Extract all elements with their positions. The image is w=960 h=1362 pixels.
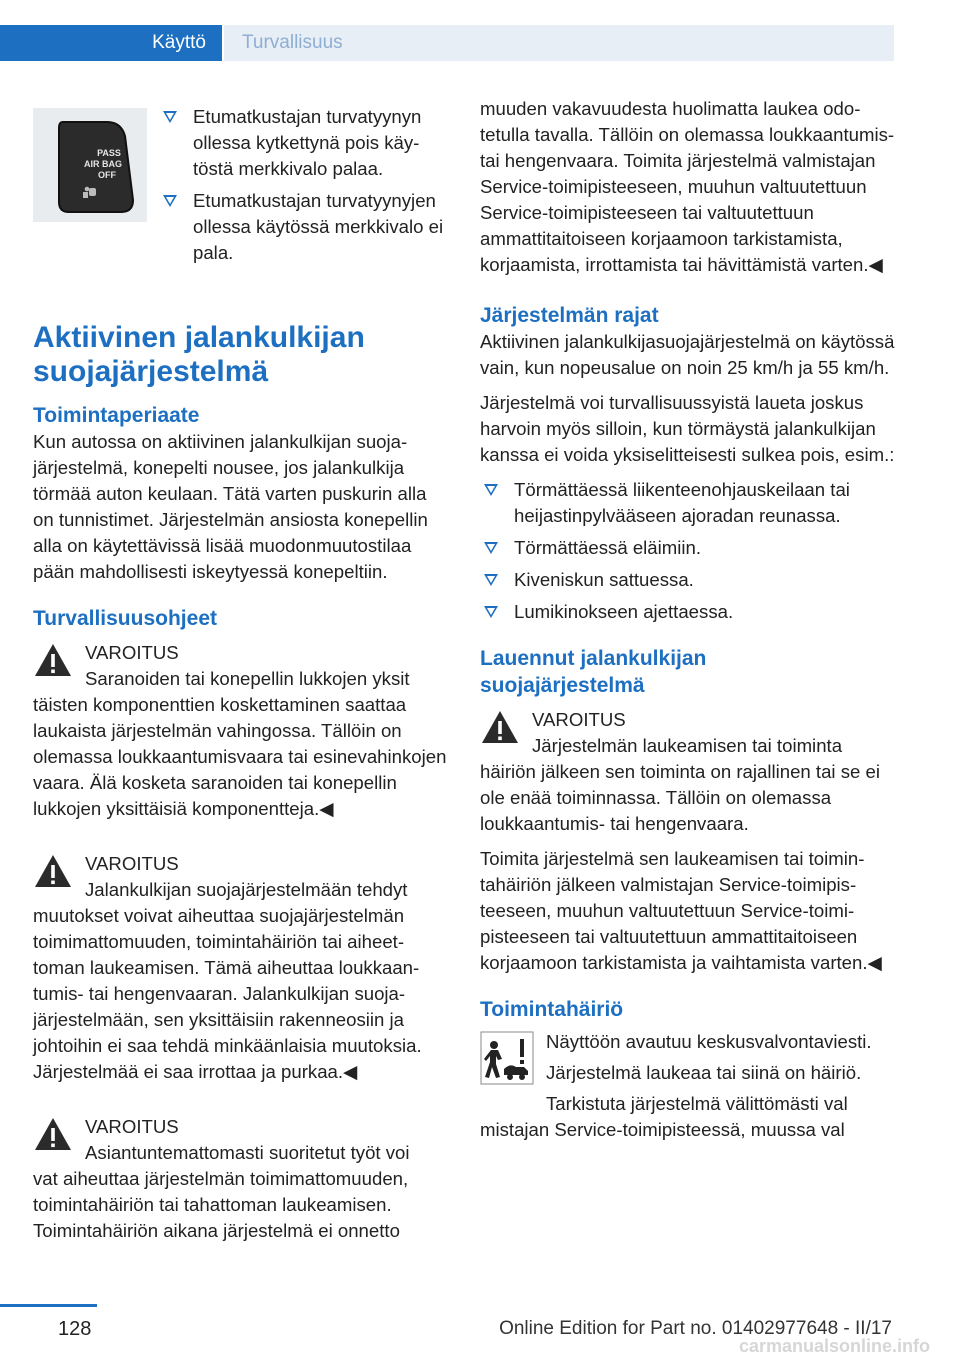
svg-text:PASS: PASS xyxy=(97,148,121,158)
warning-triangle-icon xyxy=(33,1116,73,1152)
warning-block-4 xyxy=(480,707,895,837)
svg-text:AIR BAG: AIR BAG xyxy=(84,159,122,169)
warning-block-2 xyxy=(33,851,448,1085)
warning-triangle-icon xyxy=(33,853,73,889)
principle-heading: Toimintaperiaate xyxy=(33,404,200,427)
airbag-indicator-section xyxy=(33,96,448,281)
tab-kaytto[interactable] xyxy=(0,25,222,61)
list-item: Etumatkustajan turvatyynyjen ollessa käytössä merkkivalo ei pala. xyxy=(159,188,449,266)
watermark: carmanualsonline.info xyxy=(738,1336,930,1356)
right-column xyxy=(480,96,895,1143)
bullet-triangle-icon xyxy=(484,606,498,618)
warning-triangle-icon xyxy=(480,709,520,745)
edition-note: Online Edition for Part no. 01402977648 - II/17 xyxy=(499,1318,892,1339)
list-item: Kiveniskun sattuessa. xyxy=(480,567,895,593)
triggered-heading: Lauennut jalankulkijan suojajärjestelmä xyxy=(480,647,707,697)
warning-text: Asiantuntemattomasti suoritetut työt voi xyxy=(85,1142,410,1163)
tab-turvallisuus-label: Turvallisuus xyxy=(242,32,343,53)
list-item: Törmättäessä eläimiin. xyxy=(480,535,895,561)
warning-block-1 xyxy=(33,640,448,822)
header-bar xyxy=(0,0,894,64)
svg-text:OFF: OFF xyxy=(98,170,116,180)
continuation-text: muuden vakavuudesta huolimatta laukea odotetulla tavalla. Tällöin on olemassa loukkaantumis- tai hengenvaara. Toimita järjestelmä valmistajan Service-toimipisteeseen, muuhun valtuutettuun Service-toimipisteeseen tai valtuutettuun ammattitaitoiseen korjaamoon tarkistamista, korjaamista, irrottamista tai hävittämistä varten.◀ xyxy=(480,98,895,275)
triggered-paragraph: Toimita järjestelmä sen laukeamisen tai toimintahäiriön jälkeen valmistajan Service-toimipisteeseen, muuhun valtuutettuun Service-toimipisteeseen tai valtuutettuun ammattitaitoiseen korjaamoon tarkistamista ja vaihtamista varten.◀ xyxy=(480,848,882,973)
list-item: Etumatkustajan turvatyynyn ollessa kytkettynä pois käytöstä merkkivalo palaa. xyxy=(159,104,449,182)
warning-block-3 xyxy=(33,1114,448,1244)
fault-text: Järjestelmä laukeaa tai siinä on häiriö. xyxy=(546,1062,862,1083)
warning-label: VAROITUS xyxy=(532,709,626,730)
list-item: Lumikinokseen ajettaessa. xyxy=(480,599,895,625)
safety-heading: Turvallisuusohjeet xyxy=(33,607,217,630)
bullet-triangle-icon xyxy=(484,574,498,586)
fault-text: Tarkistuta järjestelmä välittömästi val xyxy=(546,1093,848,1114)
warning-text-cont: häiriön jälkeen sen toiminta on rajallinen tai se ei ole enää toiminnassa. Tällöin on olemassa loukkaantumis- tai hengenvaara. xyxy=(480,761,881,834)
page-number: 128 xyxy=(58,1318,92,1340)
fault-block xyxy=(480,1029,895,1143)
bullet-triangle-icon xyxy=(484,542,498,554)
fault-heading: Toimintahäiriö xyxy=(480,998,624,1021)
list-item: Törmättäessä liikenteenohjauskeilaan tai heijastinpylvääseen ajoradan reunassa. xyxy=(480,477,895,529)
warning-text-cont: vat aiheuttaa järjestelmän toimimattomuuden, toimintahäiriön tai tahattoman laukeamisen. Toimintahäiriön aikana järjestelmä ei onnetto xyxy=(33,1168,409,1241)
bullet-triangle-icon xyxy=(163,195,177,207)
warning-triangle-icon xyxy=(33,642,73,678)
tab-turvallisuus[interactable] xyxy=(224,25,894,61)
warning-label: VAROITUS xyxy=(85,853,179,874)
warning-label: VAROITUS xyxy=(85,642,179,663)
limits-paragraph: Aktiivinen jalankulkijasuojajärjestelmä on käytössä vain, kun nopeusalue on noin 25 km/h ja 55 km/h. xyxy=(480,331,895,378)
pedestrian-protection-warning-icon xyxy=(480,1031,534,1085)
section-title: Aktiivinen jalankulkijan suojajärjestelmä xyxy=(33,321,365,388)
principle-text: Kun autossa on aktiivinen jalankulkijan suojajärjestelmä, konepelti nousee, jos jalankulkija törmää auton keulaan. Tätä varten puskurin alla on tunnistimet. Järjestelmän ansiosta konepellin alla on käytettävissä lisää muodonmuutostilaa pään mahdollisesti iskeytyessä konepeltiin. xyxy=(33,431,428,582)
warning-text: Järjestelmän laukeamisen tai toiminta xyxy=(532,735,843,756)
bullet-triangle-icon xyxy=(163,111,177,123)
warning-text: Jalankulkijan suojajärjestelmään tehdyt xyxy=(85,879,408,900)
warning-text-cont: muutokset voivat aiheuttaa suojajärjestelmän toimimattomuuden, toimintahäiriön tai aiheettoman laukeamisen. Tämä aiheuttaa loukkaantumis- tai hengenvaaran. Jalankulkijan suojajärjestelmään, sen yksittäisiin rakenneosiin ja johtoihin ei saa tehdä minkäänlaisia muutoksia. Järjestelmää ei saa irrottaa ja purkaa.◀ xyxy=(33,905,422,1082)
limits-heading: Järjestelmän rajat xyxy=(480,304,659,327)
fault-text-cont: mistajan Service-toimipisteessä, muussa val xyxy=(480,1119,845,1140)
fault-text: Näyttöön avautuu keskusvalvontaviesti. xyxy=(546,1031,872,1052)
footer-rule xyxy=(0,1304,97,1307)
pass-airbag-off-indicator-icon xyxy=(33,108,147,222)
warning-text: Saranoiden tai konepellin lukkojen yksit xyxy=(85,668,410,689)
tab-kaytto-label: Käyttö xyxy=(152,32,206,53)
bullet-triangle-icon xyxy=(484,484,498,496)
left-column xyxy=(33,96,448,1244)
warning-label: VAROITUS xyxy=(85,1116,179,1137)
warning-text-cont: täisten komponenttien koskettaminen saattaa laukaista järjestelmän vahingossa. Tällöin on olemassa loukkaantumisvaara tai esinevahinkojen vaara. Älä kosketa saranoiden tai konepellin lukkojen yksittäisiä komponentteja.◀ xyxy=(33,694,447,819)
limits-paragraph: Järjestelmä voi turvallisuussyistä laueta joskus harvoin myös silloin, kun törmäystä jalankulkijan kanssa ei voida yksiselitteisesti sulkea pois, esim.: xyxy=(480,392,895,465)
